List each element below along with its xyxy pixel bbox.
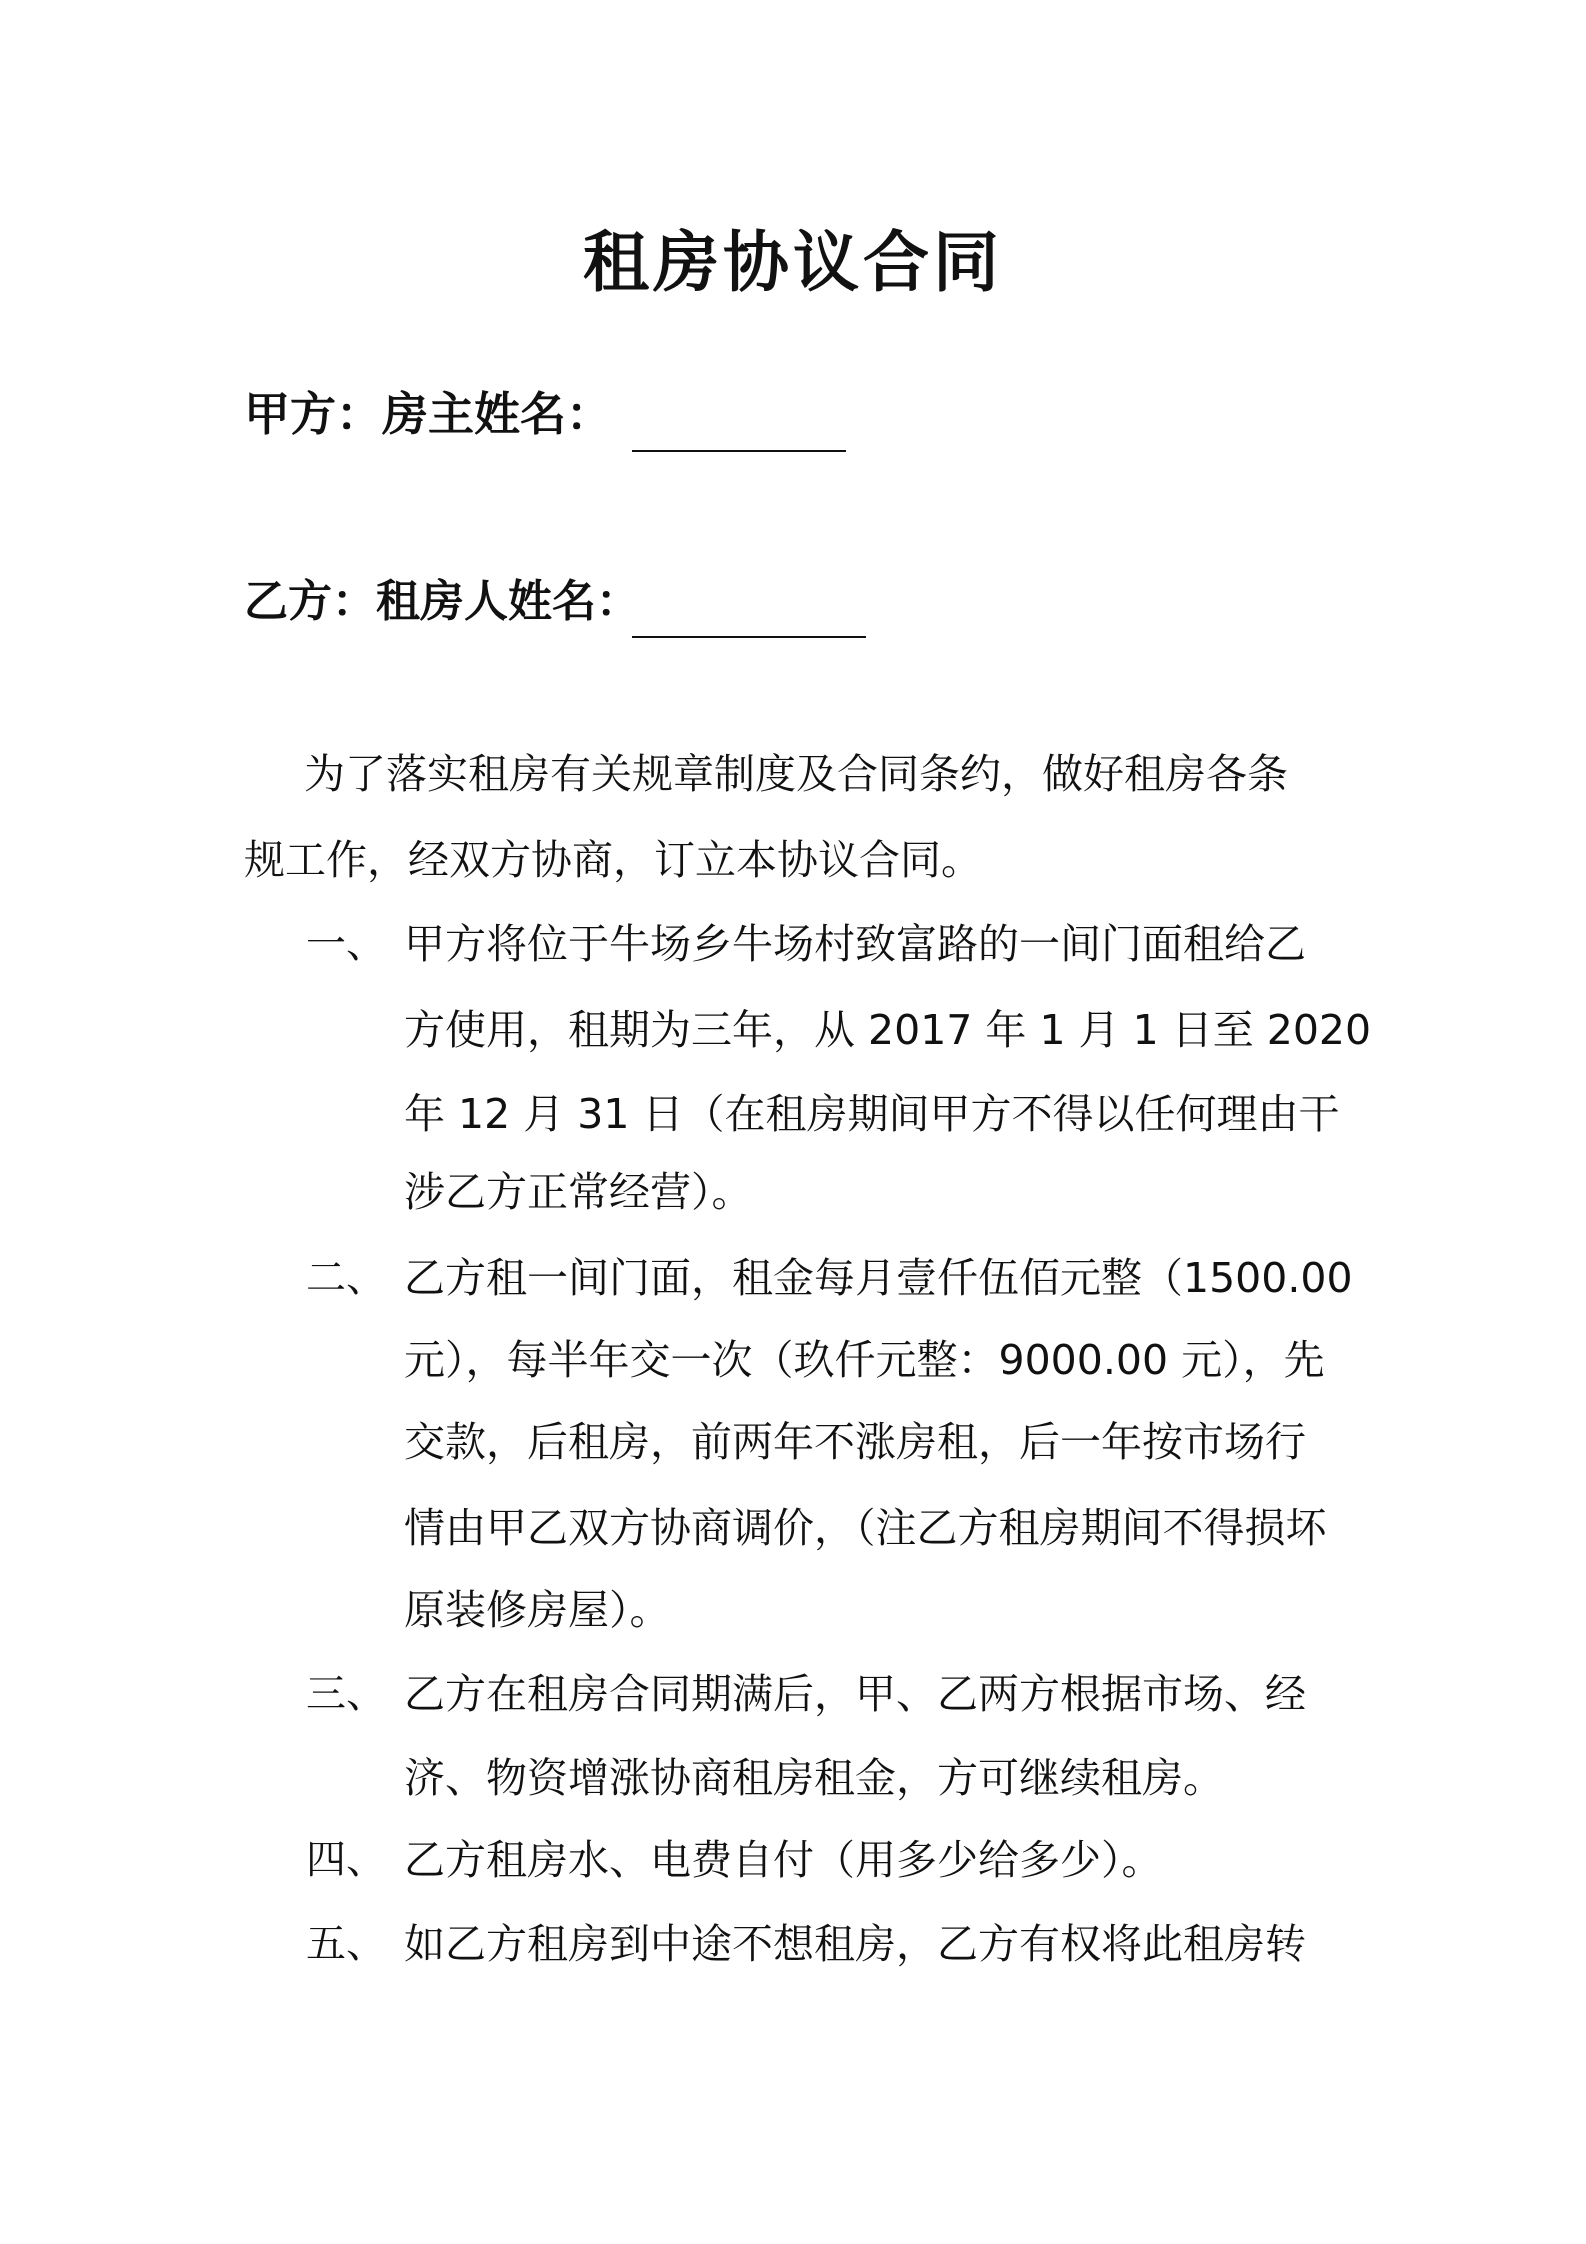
clause-line: 如乙方租房到中途不想租房，乙方有权将此租房转 [404,1920,1306,1968]
party-a-label: 甲方：房主姓名： [244,387,612,441]
clause-number: 四、 [306,1837,386,1883]
clause-line: 济、物资增涨协商租房租金，方可继续租房。 [404,1754,1224,1802]
clause-line: 甲方将位于牛场乡牛场村致富路的一间门面租给乙 [404,920,1306,968]
party-b-label: 乙方：租房人姓名： [244,576,640,627]
party-b-name-blank [632,636,866,638]
clause-line: 情由甲乙双方协商调价，（注乙方租房期间不得损坏 [404,1504,1327,1552]
clause-number: 三、 [306,1671,386,1717]
clause-line: 原装修房屋）。 [404,1586,671,1634]
clause-line: 年 12 月 31 日（在租房期间甲方不得以任何理由干 [404,1090,1340,1138]
clause-line: 涉乙方正常经营）。 [404,1168,753,1216]
party-a-name-blank [632,450,846,452]
clause-line: 乙方在租房合同期满后，甲、乙两方根据市场、经 [404,1670,1306,1718]
clause-line: 元），每半年交一次（玖仟元整：9000.00 元），先 [404,1336,1325,1384]
intro-line: 规工作，经双方协商，订立本协议合同。 [244,836,982,884]
intro-line: 为了落实租房有关规章制度及合同条约，做好租房各条 [304,750,1288,798]
clause-line: 方使用，租期为三年，从 2017 年 1 月 1 日至 2020 [404,1006,1372,1054]
clause-line: 乙方租一间门面，租金每月壹仟伍佰元整（1500.00 [404,1254,1353,1302]
clause-line: 乙方租房水、电费自付（用多少给多少）。 [404,1836,1163,1884]
clause-number: 二、 [306,1255,386,1301]
document-title: 租房协议合同 [583,224,1003,301]
clause-number: 五、 [306,1921,386,1967]
clause-line: 交款，后租房，前两年不涨房租，后一年按市场行 [404,1418,1306,1466]
clause-number: 一、 [306,921,386,967]
